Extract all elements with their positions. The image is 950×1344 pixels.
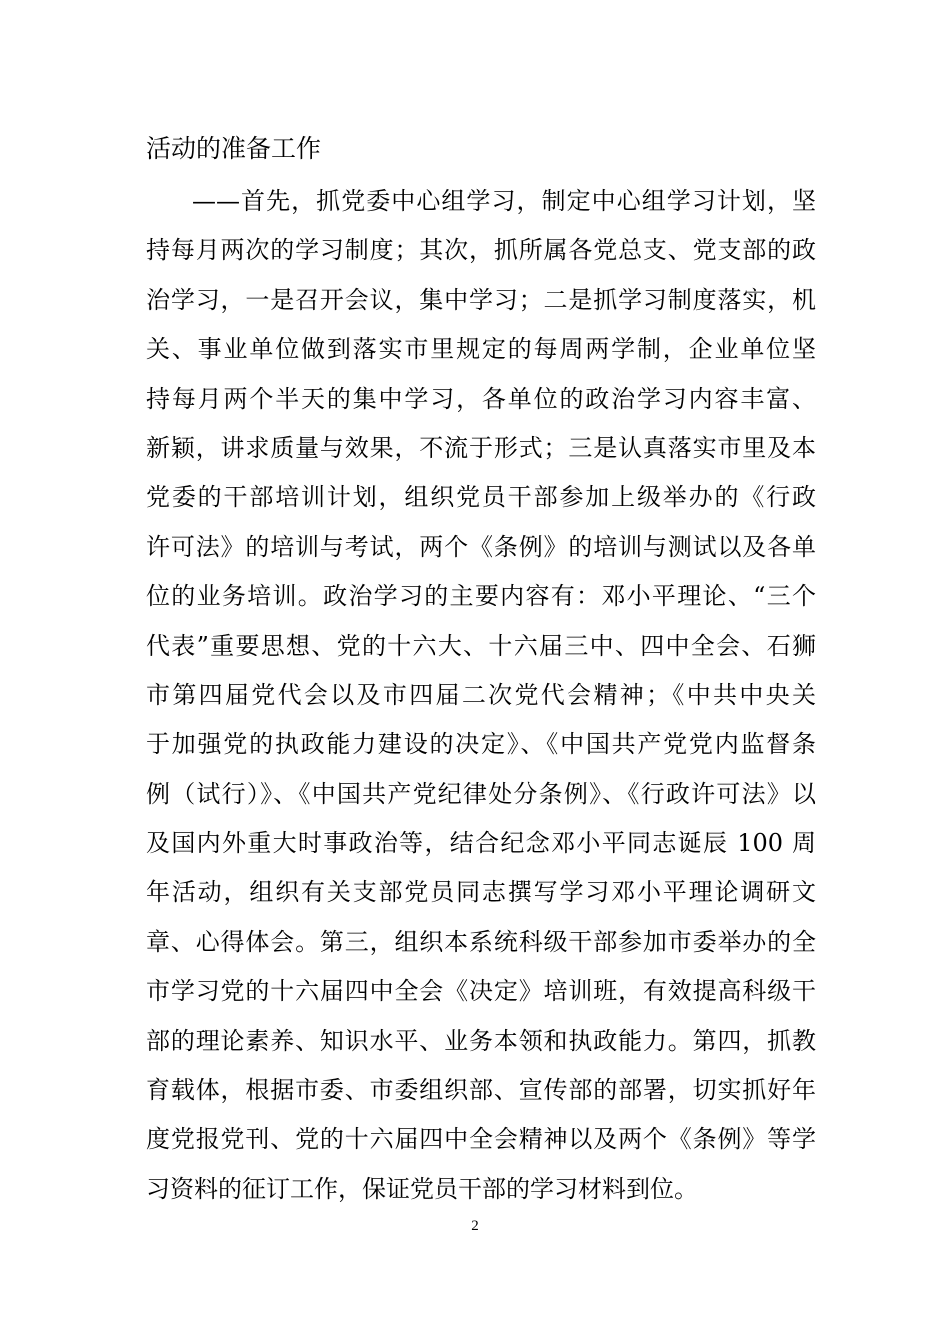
paragraph-line: 关、事业单位做到落实市里规定的每周两学制，企业单位坚 [146,335,816,364]
paragraph-line: ——首先，抓党委中心组学习，制定中心组学习计划，坚 [192,187,816,215]
paragraph-line: 及国内外重大时事政治等，结合纪念邓小平同志诞辰 100 周 [146,829,816,858]
paragraph-line: 市学习党的十六届四中全会《决定》培训班，有效提高科级干 [146,977,816,1006]
paragraph-line: 部的理论素养、知识水平、业务本领和执政能力。第四，抓教 [146,1026,816,1055]
paragraph-line: 习资料的征订工作，保证党员干部的学习材料到位。 [146,1174,698,1203]
paragraph-line: 市第四届党代会以及市四届二次党代会精神；《中共中央关 [146,680,816,709]
paragraph-line: 代表”重要思想、党的十六大、十六届三中、四中全会、石狮 [146,631,816,660]
paragraph-line: 章、心得体会。第三，组织本系统科级干部参加市委举办的全 [146,927,816,956]
paragraph-line: 持每月两次的学习制度；其次，抓所属各党总支、党支部的政 [146,236,816,265]
paragraph-line: 许可法》的培训与考试，两个《条例》的培训与测试以及各单 [146,532,816,561]
paragraph-line: 新颖，讲求质量与效果，不流于形式；三是认真落实市里及本 [146,433,816,462]
paragraph-line: 育载体，根据市委、市委组织部、宣传部的部署，切实抓好年 [146,1076,816,1105]
body-paragraph [146,177,816,1214]
paragraph-line: 位的业务培训。政治学习的主要内容有：邓小平理论、“三个 [146,582,816,611]
paragraph-line: 党委的干部培训计划，组织党员干部参加上级举办的《行政 [146,483,816,512]
paragraph-line: 度党报党刊、党的十六届四中全会精神以及两个《条例》等学 [146,1125,816,1154]
page-number: 2 [471,1218,479,1234]
paragraph-line: 持每月两个半天的集中学习，各单位的政治学习内容丰富、 [146,384,816,413]
paragraph-line: 治学习，一是召开会议，集中学习；二是抓学习制度落实，机 [146,285,816,314]
paragraph-line: 于加强党的执政能力建设的决定》、《中国共产党党内监督条 [146,730,816,759]
section-heading: 活动的准备工作 [146,134,322,163]
paragraph-line: 年活动，组织有关支部党员同志撰写学习邓小平理论调研文 [146,878,816,907]
paragraph-line: 例（试行）》、《中国共产党纪律处分条例》、《行政许可法》以 [146,779,816,808]
